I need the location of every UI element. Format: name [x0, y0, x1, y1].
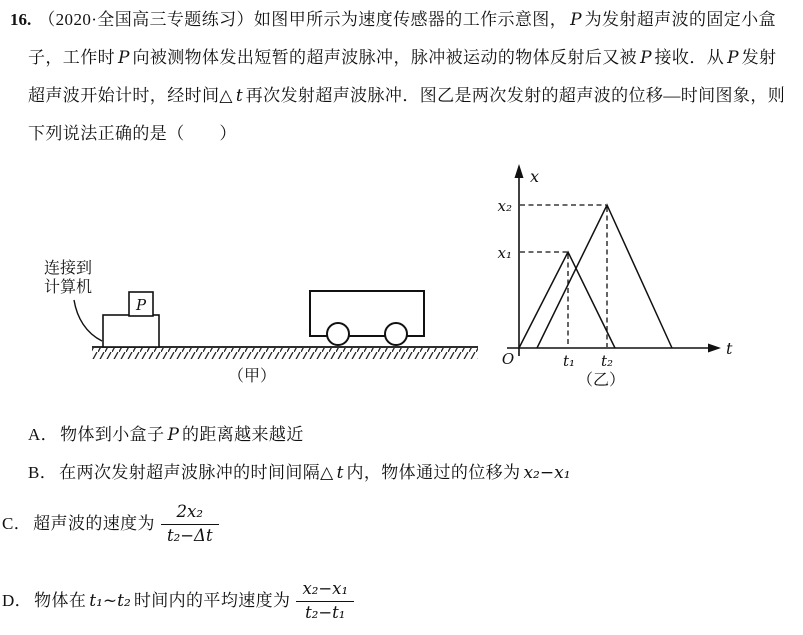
ground-hatching	[92, 348, 478, 359]
fraction-c-numerator: 2x₂	[161, 502, 219, 525]
pulse1-line	[519, 252, 615, 348]
question-text-run: 发射	[741, 48, 777, 67]
option-b-text: 在两次发射超声波脉冲的时间间隔△	[59, 463, 334, 482]
math-variable-t: t	[336, 463, 344, 483]
connector-label-line2: 计算机	[44, 277, 93, 296]
tick-t2-label: t₂	[600, 352, 614, 370]
math-expression-t1-t2: t₁~t₂	[89, 590, 131, 611]
question-text-run: （2020·全国高三专题练习）如图甲所示为速度传感器的工作示意图，	[38, 10, 568, 29]
figure-jia	[44, 258, 478, 385]
question-text-run: 子，工作时	[28, 48, 115, 67]
math-variable-P: P	[640, 48, 652, 68]
question-text-run: 再次发射超声波脉冲．图乙是两次发射的超声波的位移—时间图象，则	[245, 86, 786, 105]
fraction-d-numerator: x₂−x₁	[296, 579, 354, 602]
option-c-label: C．	[2, 513, 32, 533]
option-d-text: 物体在	[34, 590, 87, 610]
question-text-run: 下列说法正确的是（ ）	[28, 124, 237, 143]
math-variable-P: P	[727, 48, 739, 68]
question-text-run: 为发射超声波的固定小盒	[584, 10, 776, 29]
sensor-base-box	[103, 315, 159, 347]
fraction-d	[296, 579, 354, 623]
cart-wheel-right	[385, 323, 407, 345]
tick-x2-label: x₂	[497, 197, 512, 215]
tick-x1-label: x₁	[497, 244, 512, 262]
option-d-text: 时间内的平均速度为	[133, 590, 291, 610]
connector-label-line1: 连接到	[44, 258, 93, 277]
question-text-run: 接收．从	[654, 48, 725, 67]
option-c	[2, 500, 219, 548]
option-a	[28, 424, 304, 446]
option-a-label: A．	[28, 425, 59, 444]
x-axis-arrow-icon	[515, 164, 524, 178]
question-text-run: 超声波开始计时，经时间△	[28, 86, 233, 105]
origin-label: O	[501, 350, 515, 368]
math-variable-P: P	[570, 10, 582, 30]
option-b-label: B．	[28, 463, 58, 482]
figure-yi-caption: （乙）	[576, 370, 626, 389]
option-a-text: 物体到小盒子	[60, 425, 165, 444]
option-d	[2, 577, 354, 625]
math-variable-P: P	[118, 48, 130, 68]
question-number: 16.	[10, 10, 32, 29]
computer-connector-line	[74, 300, 102, 341]
option-d-label: D．	[2, 590, 33, 610]
option-c-text: 超声波的速度为	[33, 513, 155, 533]
option-b	[28, 462, 574, 484]
question-text-run: 向被测物体发出短暂的超声波脉冲，脉冲被运动的物体反射后又被	[132, 48, 638, 67]
sensor-p-label: P	[135, 296, 147, 314]
fraction-c	[161, 502, 219, 546]
math-expression-x2-x1: x₂−x₁	[523, 463, 571, 483]
option-a-text: 的距离越来越近	[181, 425, 304, 444]
figure-yi	[498, 164, 733, 389]
cart-wheel-left	[327, 323, 349, 345]
t-axis-label: t	[726, 339, 733, 358]
fraction-d-denominator: t₂−t₁	[305, 602, 346, 622]
option-b-text: 内，物体通过的位移为	[346, 463, 521, 482]
math-variable-P: P	[167, 425, 179, 445]
figure-jia-caption: （甲）	[227, 366, 277, 385]
tick-t1-label: t₁	[562, 352, 576, 370]
math-variable-t: t	[235, 86, 243, 106]
fraction-c-denominator: t₂−Δt	[166, 525, 213, 545]
t-axis-arrow-icon	[708, 344, 721, 353]
x-axis-label: x	[530, 167, 540, 186]
